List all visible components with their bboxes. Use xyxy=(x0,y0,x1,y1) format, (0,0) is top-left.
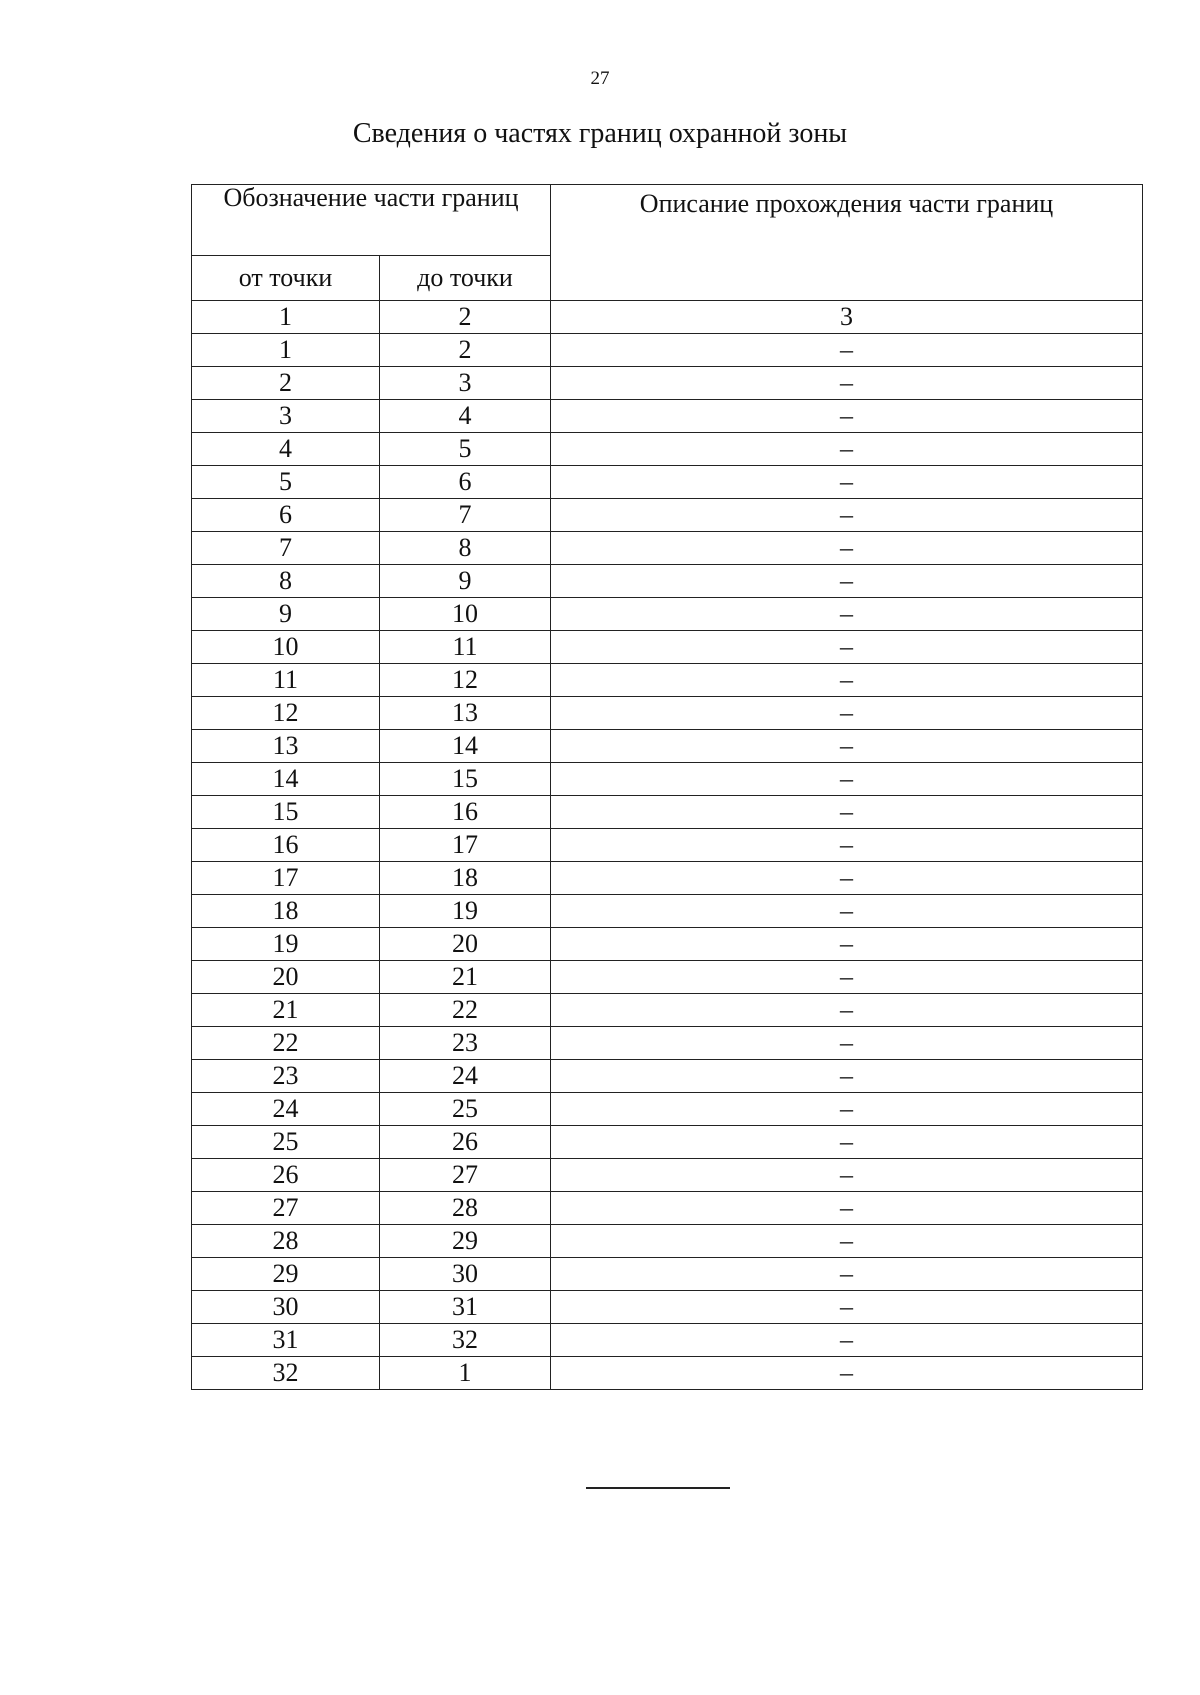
table-row xyxy=(192,895,1143,928)
table-row xyxy=(192,1192,1143,1225)
from-point-cell: 22 xyxy=(192,1027,380,1060)
description-cell: – xyxy=(551,1192,1143,1225)
description-cell: – xyxy=(551,1027,1143,1060)
from-point-cell: 32 xyxy=(192,1357,380,1390)
description-cell: – xyxy=(551,532,1143,565)
to-point-cell: 7 xyxy=(380,499,551,532)
table-row xyxy=(192,1093,1143,1126)
to-point-cell: 23 xyxy=(380,1027,551,1060)
description-cell: – xyxy=(551,994,1143,1027)
table-row xyxy=(192,961,1143,994)
to-point-cell: 14 xyxy=(380,730,551,763)
description-cell: – xyxy=(551,466,1143,499)
to-point-cell: 8 xyxy=(380,532,551,565)
table-row xyxy=(192,1324,1143,1357)
from-point-cell: 8 xyxy=(192,565,380,598)
description-cell: – xyxy=(551,1126,1143,1159)
to-point-cell: 3 xyxy=(380,367,551,400)
table-header xyxy=(192,185,1143,301)
from-point-cell: 4 xyxy=(192,433,380,466)
to-point-cell: 21 xyxy=(380,961,551,994)
table-row xyxy=(192,862,1143,895)
from-point-cell: 7 xyxy=(192,532,380,565)
table-row xyxy=(192,499,1143,532)
to-point-cell: 10 xyxy=(380,598,551,631)
from-point-cell: 28 xyxy=(192,1225,380,1258)
column-number: 1 xyxy=(192,301,380,334)
table-row xyxy=(192,466,1143,499)
table-row xyxy=(192,367,1143,400)
header-from-point: от точки xyxy=(192,256,380,301)
from-point-cell: 11 xyxy=(192,664,380,697)
description-cell: – xyxy=(551,895,1143,928)
from-point-cell: 1 xyxy=(192,334,380,367)
from-point-cell: 21 xyxy=(192,994,380,1027)
description-cell: – xyxy=(551,1357,1143,1390)
table-row xyxy=(192,565,1143,598)
description-cell: – xyxy=(551,928,1143,961)
to-point-cell: 30 xyxy=(380,1258,551,1291)
description-cell: – xyxy=(551,1060,1143,1093)
to-point-cell: 16 xyxy=(380,796,551,829)
to-point-cell: 1 xyxy=(380,1357,551,1390)
description-cell: – xyxy=(551,829,1143,862)
from-point-cell: 13 xyxy=(192,730,380,763)
from-point-cell: 15 xyxy=(192,796,380,829)
table-row xyxy=(192,334,1143,367)
column-number-row xyxy=(192,301,1143,334)
from-point-cell: 17 xyxy=(192,862,380,895)
to-point-cell: 32 xyxy=(380,1324,551,1357)
column-number: 3 xyxy=(551,301,1143,334)
table-row xyxy=(192,994,1143,1027)
table-row xyxy=(192,1027,1143,1060)
table-row xyxy=(192,829,1143,862)
table-row xyxy=(192,730,1143,763)
from-point-cell: 6 xyxy=(192,499,380,532)
description-cell: – xyxy=(551,1291,1143,1324)
table-row xyxy=(192,1357,1143,1390)
description-cell: – xyxy=(551,1324,1143,1357)
description-cell: – xyxy=(551,697,1143,730)
table-row xyxy=(192,1291,1143,1324)
to-point-cell: 17 xyxy=(380,829,551,862)
description-cell: – xyxy=(551,961,1143,994)
table-row xyxy=(192,1126,1143,1159)
table-body xyxy=(192,301,1143,1390)
description-cell: – xyxy=(551,796,1143,829)
to-point-cell: 15 xyxy=(380,763,551,796)
to-point-cell: 25 xyxy=(380,1093,551,1126)
from-point-cell: 31 xyxy=(192,1324,380,1357)
table-row xyxy=(192,598,1143,631)
to-point-cell: 31 xyxy=(380,1291,551,1324)
end-of-table-rule xyxy=(586,1487,730,1489)
table-row xyxy=(192,1258,1143,1291)
description-cell: – xyxy=(551,565,1143,598)
from-point-cell: 18 xyxy=(192,895,380,928)
to-point-cell: 20 xyxy=(380,928,551,961)
table-row xyxy=(192,1225,1143,1258)
table-row xyxy=(192,433,1143,466)
description-cell: – xyxy=(551,1159,1143,1192)
to-point-cell: 29 xyxy=(380,1225,551,1258)
table-row xyxy=(192,928,1143,961)
table-row xyxy=(192,1159,1143,1192)
table-row xyxy=(192,796,1143,829)
from-point-cell: 3 xyxy=(192,400,380,433)
from-point-cell: 24 xyxy=(192,1093,380,1126)
from-point-cell: 14 xyxy=(192,763,380,796)
from-point-cell: 19 xyxy=(192,928,380,961)
description-cell: – xyxy=(551,730,1143,763)
table-row xyxy=(192,1060,1143,1093)
to-point-cell: 26 xyxy=(380,1126,551,1159)
description-cell: – xyxy=(551,664,1143,697)
description-cell: – xyxy=(551,1225,1143,1258)
to-point-cell: 12 xyxy=(380,664,551,697)
description-cell: – xyxy=(551,862,1143,895)
to-point-cell: 11 xyxy=(380,631,551,664)
table-row xyxy=(192,400,1143,433)
from-point-cell: 30 xyxy=(192,1291,380,1324)
to-point-cell: 19 xyxy=(380,895,551,928)
from-point-cell: 25 xyxy=(192,1126,380,1159)
from-point-cell: 26 xyxy=(192,1159,380,1192)
description-cell: – xyxy=(551,433,1143,466)
header-boundary-description: Описание прохождения части границ xyxy=(551,185,1143,301)
description-cell: – xyxy=(551,334,1143,367)
to-point-cell: 22 xyxy=(380,994,551,1027)
page-title: Сведения о частях границ охранной зоны xyxy=(352,118,848,149)
from-point-cell: 5 xyxy=(192,466,380,499)
table-row xyxy=(192,664,1143,697)
description-cell: – xyxy=(551,1258,1143,1291)
to-point-cell: 18 xyxy=(380,862,551,895)
to-point-cell: 4 xyxy=(380,400,551,433)
table-row xyxy=(192,763,1143,796)
from-point-cell: 27 xyxy=(192,1192,380,1225)
from-point-cell: 16 xyxy=(192,829,380,862)
from-point-cell: 20 xyxy=(192,961,380,994)
from-point-cell: 12 xyxy=(192,697,380,730)
from-point-cell: 9 xyxy=(192,598,380,631)
header-to-point: до точки xyxy=(380,256,551,301)
description-cell: – xyxy=(551,367,1143,400)
to-point-cell: 6 xyxy=(380,466,551,499)
table-row xyxy=(192,631,1143,664)
to-point-cell: 2 xyxy=(380,334,551,367)
description-cell: – xyxy=(551,1093,1143,1126)
description-cell: – xyxy=(551,631,1143,664)
to-point-cell: 5 xyxy=(380,433,551,466)
to-point-cell: 24 xyxy=(380,1060,551,1093)
description-cell: – xyxy=(551,499,1143,532)
boundary-parts-table xyxy=(191,184,1143,1390)
table-row xyxy=(192,532,1143,565)
from-point-cell: 10 xyxy=(192,631,380,664)
from-point-cell: 29 xyxy=(192,1258,380,1291)
to-point-cell: 13 xyxy=(380,697,551,730)
description-cell: – xyxy=(551,598,1143,631)
from-point-cell: 23 xyxy=(192,1060,380,1093)
description-cell: – xyxy=(551,763,1143,796)
description-cell: – xyxy=(551,400,1143,433)
column-number: 2 xyxy=(380,301,551,334)
page-number: 27 xyxy=(590,68,610,89)
from-point-cell: 2 xyxy=(192,367,380,400)
header-boundary-designation: Обозначение части границ xyxy=(192,185,551,256)
to-point-cell: 9 xyxy=(380,565,551,598)
to-point-cell: 28 xyxy=(380,1192,551,1225)
to-point-cell: 27 xyxy=(380,1159,551,1192)
table-row xyxy=(192,697,1143,730)
